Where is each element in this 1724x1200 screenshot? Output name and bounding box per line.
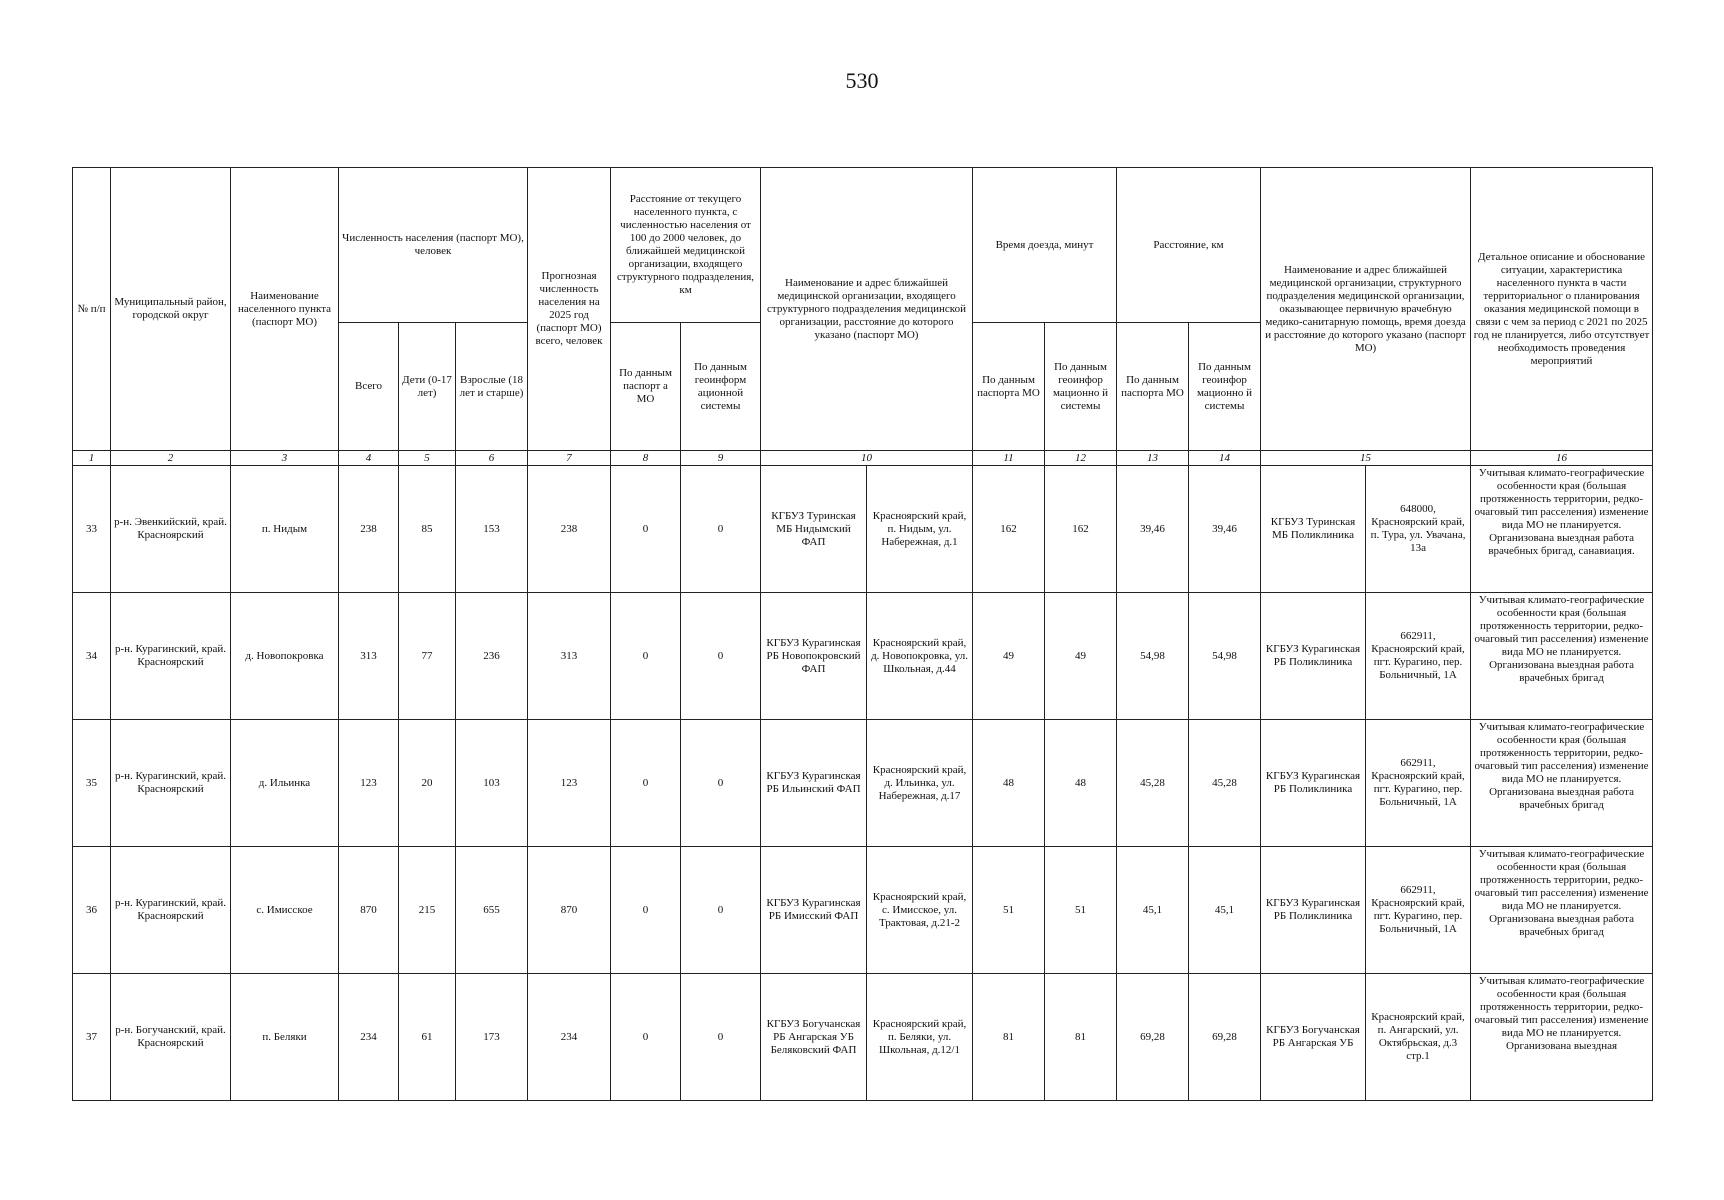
table-row <box>73 466 1653 593</box>
header-description: Детальное описание и обоснование ситуации, характеристика населенного пункта в части территориальног о планирования оказания медицинской помощи в связи с чем за период с 2021 по 2025 год не планируется, либо отсутствует необходимость проведения мероприятий <box>1471 168 1653 451</box>
cell-district: р-н. Курагинский, край. Красноярский <box>111 847 231 974</box>
cell-km-geo: 39,46 <box>1189 466 1261 593</box>
cell-org-address: Красноярский край, п. Беляки, ул. Школьная, д.12/1 <box>867 974 973 1101</box>
cell-km-geo: 54,98 <box>1189 593 1261 720</box>
cell-tt-geo: 51 <box>1045 847 1117 974</box>
header-tt-passport: По данным паспорта МО <box>973 323 1045 451</box>
cell-primary-name: КГБУЗ Курагинская РБ Поликлиника <box>1261 593 1366 720</box>
cell-adults: 655 <box>456 847 528 974</box>
cell-km-geo: 45,1 <box>1189 847 1261 974</box>
cell-children: 85 <box>399 466 456 593</box>
col-number: 16 <box>1471 451 1653 466</box>
col-number: 10 <box>761 451 973 466</box>
description-text: Учитывая климато-географические особенности края (большая протяженность территории, редко-очаговый тип расселения) изменение вида МО не планируется. Организована выездная работа врачебных бригад <box>1474 848 1649 938</box>
header-distance-km: Расстояние, км <box>1117 168 1261 323</box>
cell-km-geo: 69,28 <box>1189 974 1261 1101</box>
cell-org-address: Красноярский край, д. Новопокровка, ул. Школьная, д.44 <box>867 593 973 720</box>
cell-total: 313 <box>339 593 399 720</box>
cell-adults: 153 <box>456 466 528 593</box>
cell-tt-geo: 162 <box>1045 466 1117 593</box>
cell-children: 20 <box>399 720 456 847</box>
cell-num: 36 <box>73 847 111 974</box>
cell-dist-passport: 0 <box>611 847 681 974</box>
col-number: 13 <box>1117 451 1189 466</box>
header-settlement: Наименование населенного пункта (паспорт МО) <box>231 168 339 451</box>
cell-org-name: КГБУЗ Курагинская РБ Имисский ФАП <box>761 847 867 974</box>
cell-description <box>1471 974 1653 1101</box>
header-pop-adults: Взрослые (18 лет и старше) <box>456 323 528 451</box>
cell-settlement: п. Беляки <box>231 974 339 1101</box>
cell-tt-passport: 81 <box>973 974 1045 1101</box>
cell-tt-passport: 51 <box>973 847 1045 974</box>
cell-primary-address: 648000, Красноярский край, п. Тура, ул. Увачана, 13а <box>1366 466 1471 593</box>
cell-forecast: 123 <box>528 720 611 847</box>
cell-dist-geo: 0 <box>681 593 761 720</box>
description-text: Учитывая климато-географические особенности края (большая протяженность территории, редко-очаговый тип расселения) изменение вида МО не планируется. Организована выездная работа врачебных бригад <box>1474 594 1649 684</box>
cell-adults: 236 <box>456 593 528 720</box>
header-num: № п/п <box>73 168 111 451</box>
cell-tt-geo: 49 <box>1045 593 1117 720</box>
cell-km-geo: 45,28 <box>1189 720 1261 847</box>
col-number: 2 <box>111 451 231 466</box>
col-number: 3 <box>231 451 339 466</box>
description-text: Учитывая климато-географические особенности края (большая протяженность территории, редко-очаговый тип расселения) изменение вида МО не планируется. Организована выездная работа врачебных бригад, санавиация. <box>1474 467 1649 557</box>
cell-primary-address: 662911, Красноярский край, пгт. Курагино, пер. Больничный, 1А <box>1366 847 1471 974</box>
header-forecast: Прогнозная численность населения на 2025 год (паспорт МО) всего, человек <box>528 168 611 451</box>
table-container <box>72 167 1653 1101</box>
cell-adults: 173 <box>456 974 528 1101</box>
table-row <box>73 593 1653 720</box>
col-number: 4 <box>339 451 399 466</box>
cell-org-name: КГБУЗ Богучанская РБ Ангарская УБ Беляковский ФАП <box>761 974 867 1101</box>
cell-total: 870 <box>339 847 399 974</box>
cell-km-passport: 39,46 <box>1117 466 1189 593</box>
header-travel-time: Время доезда, минут <box>973 168 1117 323</box>
medical-organizations-table <box>72 167 1653 1101</box>
header-dist-geo: По данным геоинформ ационной системы <box>681 323 761 451</box>
header-dk-geo: По данным геоинфор мационно й системы <box>1189 323 1261 451</box>
cell-tt-passport: 48 <box>973 720 1045 847</box>
description-text: Учитывая климато-географические особенности края (большая протяженность территории, редко-очаговый тип расселения) изменение вида МО не планируется. Организована выездная работа врачебных бригад <box>1474 721 1649 811</box>
cell-org-address: Красноярский край, с. Имисское, ул. Трактовая, д.21-2 <box>867 847 973 974</box>
cell-primary-address: 662911, Красноярский край, пгт. Курагино, пер. Больничный, 1А <box>1366 720 1471 847</box>
cell-dist-passport: 0 <box>611 720 681 847</box>
cell-total: 238 <box>339 466 399 593</box>
table-row <box>73 847 1653 974</box>
cell-km-passport: 45,1 <box>1117 847 1189 974</box>
cell-description <box>1471 720 1653 847</box>
description-text: Учитывая климато-географические особенности края (большая протяженность территории, редко-очаговый тип расселения) изменение вида МО не планируется. Организована выездная <box>1474 975 1649 1052</box>
cell-primary-name: КГБУЗ Курагинская РБ Поликлиника <box>1261 720 1366 847</box>
cell-primary-name: КГБУЗ Курагинская РБ Поликлиника <box>1261 847 1366 974</box>
cell-description <box>1471 593 1653 720</box>
cell-dist-geo: 0 <box>681 466 761 593</box>
cell-settlement: п. Нидым <box>231 466 339 593</box>
cell-dist-passport: 0 <box>611 466 681 593</box>
cell-primary-name: КГБУЗ Туринская МБ Поликлиника <box>1261 466 1366 593</box>
cell-km-passport: 69,28 <box>1117 974 1189 1101</box>
cell-children: 77 <box>399 593 456 720</box>
col-number: 9 <box>681 451 761 466</box>
cell-settlement: с. Имисское <box>231 847 339 974</box>
header-district: Муниципальный район, городской округ <box>111 168 231 451</box>
cell-num: 37 <box>73 974 111 1101</box>
cell-total: 234 <box>339 974 399 1101</box>
cell-forecast: 238 <box>528 466 611 593</box>
cell-description <box>1471 466 1653 593</box>
cell-settlement: д. Новопокровка <box>231 593 339 720</box>
cell-org-name: КГБУЗ Курагинская РБ Ильинский ФАП <box>761 720 867 847</box>
col-number: 1 <box>73 451 111 466</box>
cell-total: 123 <box>339 720 399 847</box>
col-number: 14 <box>1189 451 1261 466</box>
cell-km-passport: 54,98 <box>1117 593 1189 720</box>
page-number: 530 <box>845 68 879 93</box>
cell-tt-geo: 48 <box>1045 720 1117 847</box>
cell-dist-geo: 0 <box>681 974 761 1101</box>
col-number: 5 <box>399 451 456 466</box>
table-row <box>73 974 1653 1101</box>
cell-km-passport: 45,28 <box>1117 720 1189 847</box>
cell-district: р-н. Эвенкийский, край. Красноярский <box>111 466 231 593</box>
table-row <box>73 720 1653 847</box>
cell-forecast: 234 <box>528 974 611 1101</box>
header-tt-geo: По данным геоинфор мационно й системы <box>1045 323 1117 451</box>
header-pop-total: Всего <box>339 323 399 451</box>
cell-primary-name: КГБУЗ Богучанская РБ Ангарская УБ <box>1261 974 1366 1101</box>
cell-dist-geo: 0 <box>681 847 761 974</box>
header-distance-current: Расстояние от текущего населенного пункта, с численностью населения от 100 до 2000 человек, до ближайшей медицинской организации, входящего структурного подразделения, км <box>611 168 761 323</box>
header-dk-passport: По данным паспорта МО <box>1117 323 1189 451</box>
cell-tt-passport: 162 <box>973 466 1045 593</box>
cell-org-name: КГБУЗ Курагинская РБ Новопокровский ФАП <box>761 593 867 720</box>
col-number: 7 <box>528 451 611 466</box>
column-number-row <box>73 451 1653 466</box>
cell-forecast: 870 <box>528 847 611 974</box>
cell-primary-address: 662911, Красноярский край, пгт. Курагино, пер. Больничный, 1А <box>1366 593 1471 720</box>
cell-children: 61 <box>399 974 456 1101</box>
header-population: Численность населения (паспорт МО), человек <box>339 168 528 323</box>
header-dist-passport: По данным паспорт а МО <box>611 323 681 451</box>
cell-dist-geo: 0 <box>681 720 761 847</box>
cell-adults: 103 <box>456 720 528 847</box>
cell-num: 34 <box>73 593 111 720</box>
cell-description <box>1471 847 1653 974</box>
cell-primary-address: Красноярский край, п. Ангарский, ул. Октябрьская, д.3 стр.1 <box>1366 974 1471 1101</box>
cell-forecast: 313 <box>528 593 611 720</box>
col-number: 12 <box>1045 451 1117 466</box>
cell-org-address: Красноярский край, д. Ильинка, ул. Набережная, д.17 <box>867 720 973 847</box>
cell-org-address: Красноярский край, п. Нидым, ул. Набережная, д.1 <box>867 466 973 593</box>
cell-children: 215 <box>399 847 456 974</box>
col-number: 15 <box>1261 451 1471 466</box>
header-primary-org: Наименование и адрес ближайшей медицинской организации, структурного подразделения медицинской организации, оказывающее первичную врачебную медико-санитарную помощь, время доезда и расстояние до которого указано (паспорт МО) <box>1261 168 1471 451</box>
cell-district: р-н. Богучанский, край. Красноярский <box>111 974 231 1101</box>
cell-district: р-н. Курагинский, край. Красноярский <box>111 720 231 847</box>
cell-num: 35 <box>73 720 111 847</box>
cell-dist-passport: 0 <box>611 593 681 720</box>
header-pop-children: Дети (0-17 лет) <box>399 323 456 451</box>
cell-num: 33 <box>73 466 111 593</box>
cell-settlement: д. Ильинка <box>231 720 339 847</box>
cell-tt-passport: 49 <box>973 593 1045 720</box>
col-number: 6 <box>456 451 528 466</box>
col-number: 8 <box>611 451 681 466</box>
col-number: 11 <box>973 451 1045 466</box>
cell-dist-passport: 0 <box>611 974 681 1101</box>
cell-tt-geo: 81 <box>1045 974 1117 1101</box>
cell-district: р-н. Курагинский, край. Красноярский <box>111 593 231 720</box>
header-nearest-org: Наименование и адрес ближайшей медицинской организации, входящего структурного подразделения медицинской организации, расстояние до которого указано (паспорт МО) <box>761 168 973 451</box>
cell-org-name: КГБУЗ Туринская МБ Нидымский ФАП <box>761 466 867 593</box>
